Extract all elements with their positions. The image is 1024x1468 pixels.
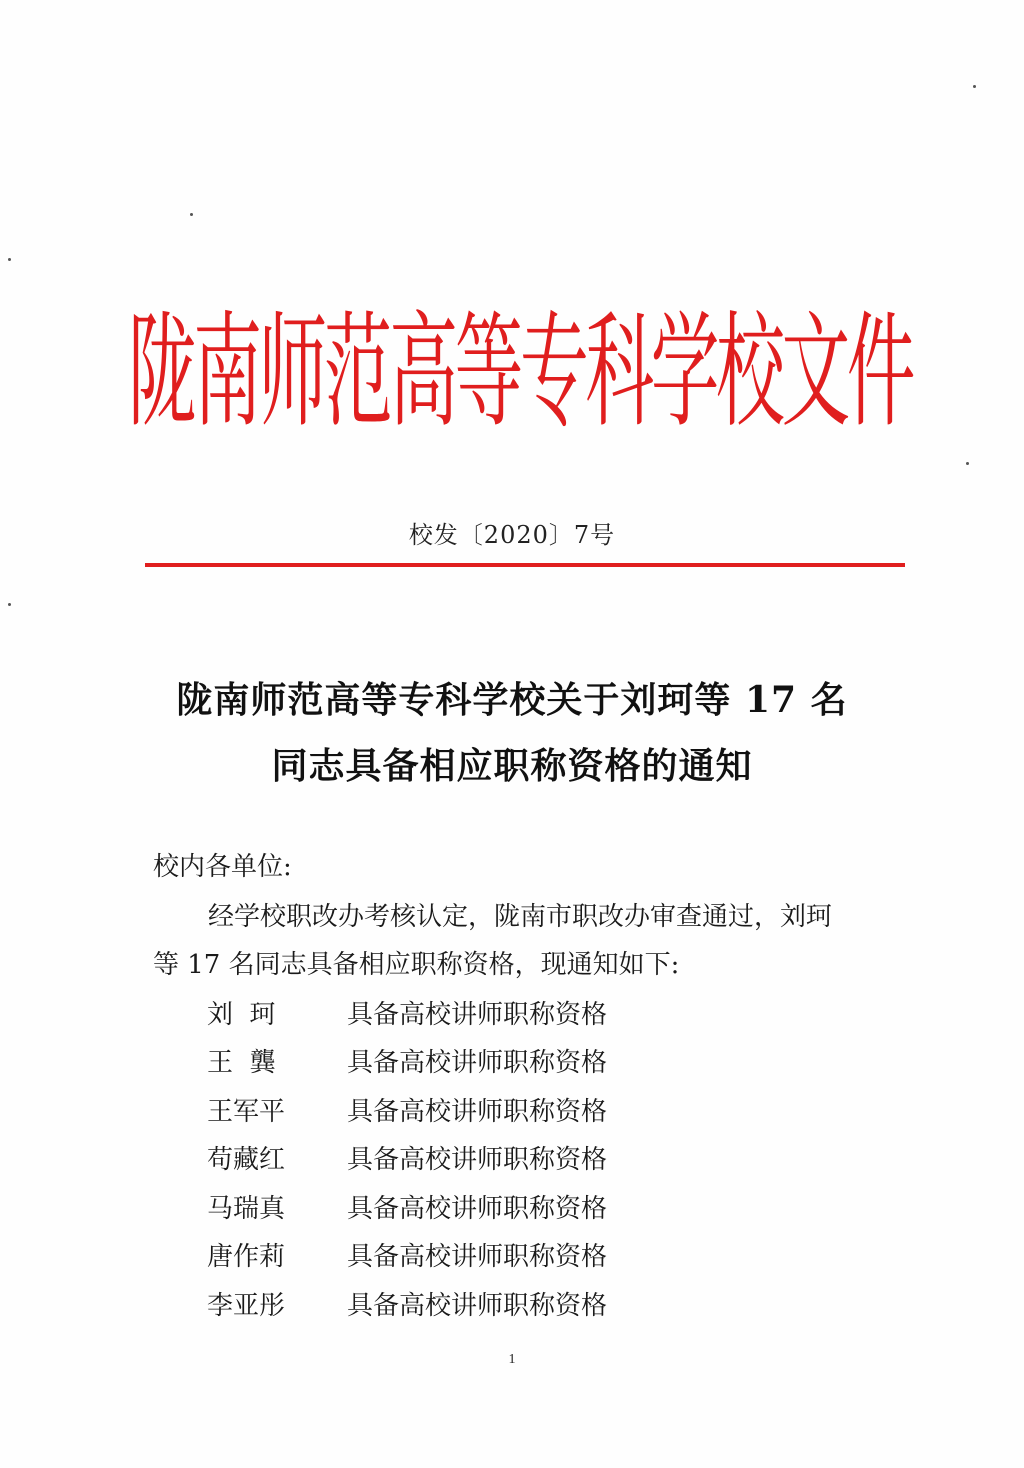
list-item (207, 1134, 807, 1183)
scan-speck (8, 603, 11, 606)
qualification-text: 具备高校讲师职称资格 (347, 1048, 608, 1079)
person-name: 李亚彤 (207, 1290, 286, 1321)
person-name: 苟藏红 (207, 1145, 286, 1176)
qualification-text: 具备高校讲师职称资格 (347, 1242, 608, 1273)
person-name: 刘 珂 (207, 999, 276, 1030)
notice-title-line-1: 陇南师范高等专科学校关于刘珂等 17 名 (176, 679, 848, 721)
person-name: 王 龔 (207, 1048, 276, 1079)
scan-speck (8, 258, 11, 261)
qualification-text: 具备高校讲师职称资格 (347, 1096, 608, 1127)
person-name: 马瑞真 (207, 1193, 286, 1224)
salutation: 校内各单位: (153, 852, 292, 882)
qualification-text: 具备高校讲师职称资格 (347, 1145, 608, 1176)
body-paragraph-line-2: 等 17 名同志具备相应职称资格，现通知如下: (153, 950, 680, 980)
document-masthead: 陇南师范高等专科学校文件 (127, 298, 913, 443)
qualification-list (207, 988, 807, 1328)
list-item (207, 1279, 807, 1328)
page-number: 1 (508, 1352, 516, 1367)
qualification-text: 具备高校讲师职称资格 (347, 1290, 608, 1321)
scan-speck (190, 213, 193, 216)
list-item (207, 988, 807, 1037)
notice-title-line-2: 同志具备相应职称资格的通知 (271, 745, 753, 787)
qualification-text: 具备高校讲师职称资格 (347, 1193, 608, 1224)
red-divider-rule (145, 563, 905, 567)
scan-speck (973, 85, 976, 88)
person-name: 王军平 (207, 1096, 286, 1127)
qualification-text: 具备高校讲师职称资格 (347, 999, 608, 1030)
list-item (207, 1231, 807, 1280)
list-item (207, 1085, 807, 1134)
scan-speck (966, 462, 969, 465)
document-number: 校发〔2020〕7号 (408, 521, 616, 549)
person-name: 唐作莉 (207, 1242, 286, 1273)
list-item (207, 1182, 807, 1231)
body-paragraph-line-1: 经学校职改办考核认定，陇南市职改办审查通过，刘珂 (208, 902, 833, 932)
list-item (207, 1037, 807, 1086)
